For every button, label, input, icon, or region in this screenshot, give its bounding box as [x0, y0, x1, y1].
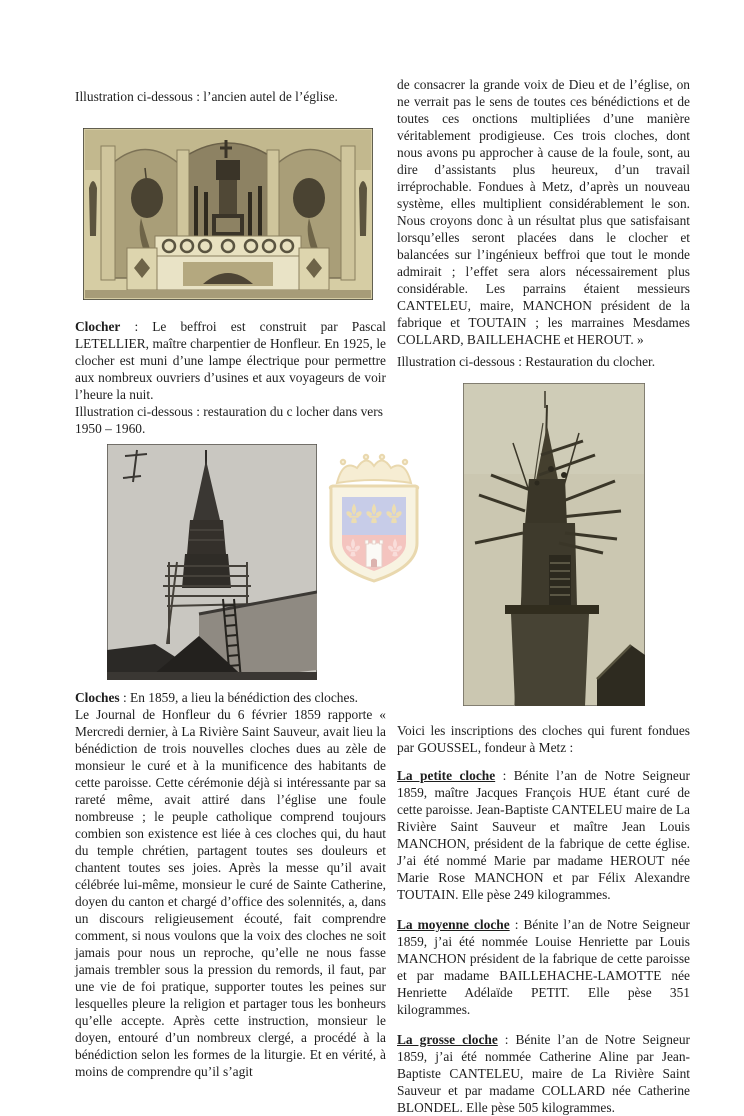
petite-cloche-paragraph	[397, 767, 690, 903]
cloches-label: Cloches	[75, 690, 120, 705]
altar-photo-image	[83, 128, 373, 300]
restoration-photo-image	[463, 383, 645, 706]
petite-cloche-text: : Bénite l’an de Notre Seigneur 1859, maître Jacques François HUE étant curé de cette paroisse. Jean-Baptiste CANTELEU maire de La Rivière Saint Sauveur et maître Jean Louis MANCHON, président de la fabrique de cette église. J’ai été nommé Marie par madame HEROUT née Marie Rose MANCHON et par Félix Alexandre TOUTAIN. Elle pèse 249 kilogrammes.	[397, 768, 690, 902]
steeple-photo-image	[107, 444, 317, 680]
moyenne-cloche-paragraph	[397, 916, 690, 1018]
clocher-label: Clocher	[75, 319, 121, 334]
moyenne-cloche-text: : Bénite l’an de Notre Seigneur 1859, j’ai été nommée Louise Henriette par Louis MANCHON président de la fabrique de cette paroisse et par madame BAILLEHACHE-LAMOTTE née Henriette Adélaïde PETIT. Elle pèse 351 kilogrammes.	[397, 917, 691, 1017]
right-column	[397, 76, 690, 1116]
grosse-cloche-text: : Bénite l’an de Notre Seigneur 1859, j’ai été nommée Catherine Aline par Jean-Baptiste CANTELEU, maire de La Rivière Saint Sauveur et par madame COLLARD née Catherine BLONDEL. Elle pèse 505 kilogrammes.	[397, 1032, 690, 1115]
inscriptions-intro: Voici les inscriptions des cloches qui furent fondues par GOUSSEL, fondeur à Metz :	[397, 723, 690, 755]
caption-ancien-autel: Illustration ci-dessous : l’ancien autel de l’église.	[75, 89, 338, 104]
moyenne-cloche-label: La moyenne cloche	[397, 917, 510, 932]
grosse-cloche-paragraph	[397, 1031, 690, 1116]
cloches-paragraph-intro	[75, 689, 386, 706]
clocher-paragraph	[75, 318, 386, 403]
left-column	[75, 88, 386, 1080]
cloches-intro: : En 1859, a lieu la bénédiction des cloches.	[119, 690, 358, 705]
altar-photo	[83, 128, 373, 300]
clocher-text: : Le beffroi est construit par Pascal LETELLIER, maître charpentier de Honfleur. En 1925, le clocher est muni d’une lampe électrique pour permettre aux nombreux ouvriers d’usines et aux voyageurs de voir l’heure la nuit.	[75, 319, 386, 402]
cloches-paragraph: Le Journal de Honfleur du 6 février 1859 rapporte « Mercredi dernier, à La Rivière Saint Sauveur, avait lieu la bénédiction de trois nouvelles cloches dues au zèle de monsieur le curé et à la munificence des habitants de cette paroisse. Cette cérémonie déjà si intéressante par sa rareté même, avait attiré dans l’église une foule nombreuse ; le peuple catholique comprend toujours combien son existence est liée à ces cloches qui, du haut du temple chrétien, partagent toutes ses douleurs et chantent toutes ses joies. Après la messe qu’il avait célébrée lui-même, monsieur le curé de Sainte Catherine, doyen du canton et chargé d’office des solennités, a, dans un discours religieusement écouté, fait comprendre comment, si nous voulons que la voix des cloches ne soit jamais pour nous un reproche, qu’elle ne nous fasse jamais trembler sous la pression du remords, il faut, par une vie de foi pratique, supporter toutes les peines sur lesquelles pleure la religion et partager tous les bonheurs qu’elle accepte. Après cette instruction, monsieur le doyen, entouré d’un nombreux clergé, a procédé à la bénédiction selon les formes de la liturgie. Et en vérité, à moins de comprendre qu’il s’agit	[75, 707, 386, 1079]
caption-restauration-1950: Illustration ci-dessous : restauration du c locher dans vers 1950 – 1960.	[75, 404, 383, 436]
caption-restauration-clocher: Illustration ci-dessous : Restauration du clocher.	[397, 354, 656, 369]
petite-cloche-label: La petite cloche	[397, 768, 496, 783]
restoration-photo	[463, 383, 645, 706]
continuation-paragraph: de consacrer la grande voix de Dieu et de l’église, on ne verrait pas le sens de toutes ces bénédictions et de toutes ces onctions multipliées d’une manière véritablement prodigieuse. Ces trois cloches, dont nous avons pu approcher à cause de la foule, sont, au dire d’assistants plus heureux, d’un travail irréprochable. Fondues à Metz, d’après un nouveau système, elles multiplient considérablement le son. Nous croyons donc à un résultat plus que satisfaisant lorsqu’elles seront placées dans le clocher et balancées sur l’ingénieux beffroi que tout le monde admirait ; l’effet sera alors nécessairement plus considérable. Les parrains étaient messieurs CANTELEU, maire, MANCHON président de la fabrique et TOUTAIN ; les marraines Mesdames COLLARD, BAILLEHACHE et HEROUT. »	[397, 77, 690, 347]
steeple-photo	[107, 444, 317, 680]
grosse-cloche-label: La grosse cloche	[397, 1032, 498, 1047]
